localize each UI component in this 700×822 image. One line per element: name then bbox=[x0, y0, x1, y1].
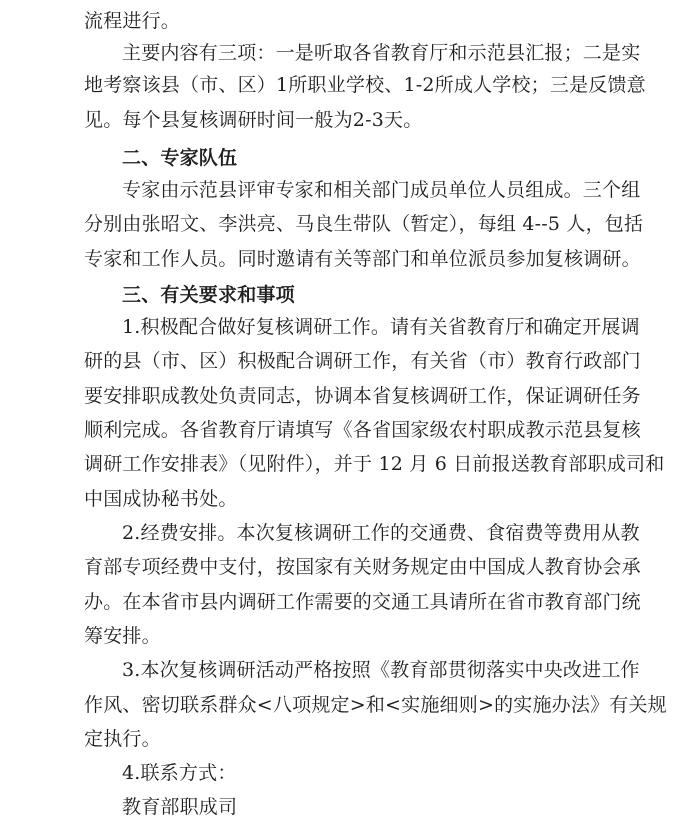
paragraph-item2-line-4: 筹安排。 bbox=[84, 625, 161, 647]
paragraph-item1-line-2: 研的县（市、区）积极配合调研工作，有关省（市）教育行政部门 bbox=[84, 350, 641, 372]
paragraph-experts-line-3: 专家和工作人员。同时邀请有关等部门和单位派员参加复核调研。 bbox=[84, 248, 641, 270]
paragraph-main-content-line-3: 见。每个县复核调研时间一般为2-3天。 bbox=[84, 109, 423, 131]
paragraph-item2-line-3: 办。在本省市县内调研工作需要的交通工具请所在省市教育部门统 bbox=[84, 591, 641, 613]
paragraph-experts-line-1: 专家由示范县评审专家和相关部门成员单位人员组成。三个组 bbox=[122, 179, 641, 201]
paragraph-item1-line-5: 调研工作安排表》（见附件），并于 12 月 6 日前报送教育部职成司和 bbox=[84, 453, 665, 475]
paragraph-item1-line-1: 1.积极配合做好复核调研工作。请有关省教育厅和确定开展调 bbox=[122, 316, 640, 338]
section-heading-expert-team: 二、专家队伍 bbox=[122, 147, 238, 169]
paragraph-main-content-line-1: 主要内容有三项：一是听取各省教育厅和示范县汇报；二是实 bbox=[122, 42, 641, 64]
paragraph-main-content-line-2: 地考察该县（市、区）1所职业学校、1-2所成人学校；三是反馈意 bbox=[84, 74, 646, 96]
section-heading-requirements: 三、有关要求和事项 bbox=[122, 284, 295, 306]
paragraph-experts-line-2: 分别由张昭文、李洪亮、马良生带队（暂定），每组 4--5 人，包括 bbox=[84, 213, 644, 235]
paragraph-item1-line-6: 中国成协秘书处。 bbox=[84, 488, 238, 510]
paragraph-item2-line-1: 2.经费安排。本次复核调研工作的交通费、食宿费等费用从教 bbox=[122, 522, 640, 544]
contact-heading: 4.联系方式： bbox=[122, 762, 237, 784]
paragraph-item3-line-2: 作风、密切联系群众<八项规定>和<实施细则>的实施办法》有关规 bbox=[84, 694, 667, 716]
paragraph-item3-line-1: 3.本次复核调研活动严格按照《教育部贯彻落实中央改进工作 bbox=[122, 659, 640, 681]
text-line-continuation: 流程进行。 bbox=[84, 10, 181, 32]
paragraph-item1-line-4: 顺利完成。各省教育厅请填写《各省国家级农村职成教示范县复核 bbox=[84, 419, 641, 441]
contact-department: 教育部职成司 bbox=[122, 796, 238, 818]
paragraph-item1-line-3: 要安排职成教处负责同志，协调本省复核调研工作，保证调研任务 bbox=[84, 385, 641, 407]
paragraph-item3-line-3: 定执行。 bbox=[84, 728, 161, 750]
paragraph-item2-line-2: 育部专项经费中支付，按国家有关财务规定由中国成人教育协会承 bbox=[84, 556, 641, 578]
